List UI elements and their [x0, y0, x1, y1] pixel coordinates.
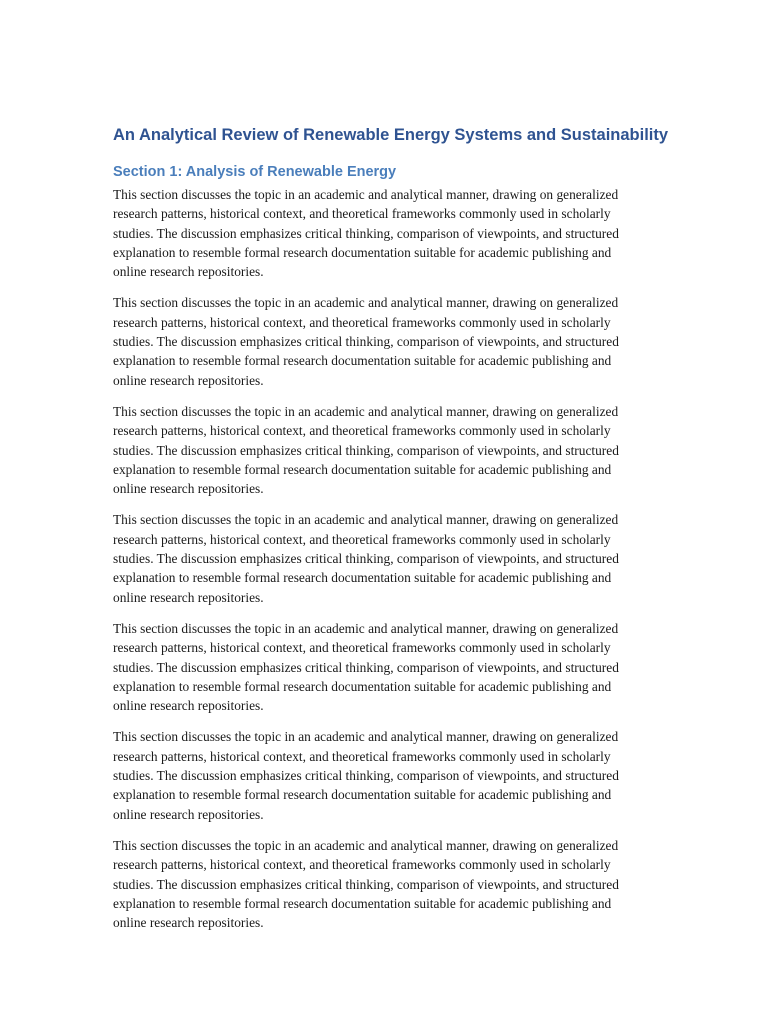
document-body [113, 124, 669, 944]
paragraph: This section discusses the topic in an academic and analytical manner, drawing on generalized research patterns, historical context, and theoretical frameworks commonly used in scholarly studies. The discussion emphasizes critical thinking, comparison of viewpoints, and structured explanation to resemble formal research documentation suitable for academic publishing and online research repositories. [113, 512, 619, 605]
paragraph: This section discusses the topic in an academic and analytical manner, drawing on generalized research patterns, historical context, and theoretical frameworks commonly used in scholarly studies. The discussion emphasizes critical thinking, comparison of viewpoints, and structured explanation to resemble formal research documentation suitable for academic publishing and online research repositories. [113, 620, 619, 714]
paragraph: This section discusses the topic in an academic and analytical manner, drawing on generalized research patterns, historical context, and theoretical frameworks commonly used in scholarly studies. The discussion emphasizes critical thinking, comparison of viewpoints, and structured explanation to resemble formal research documentation suitable for academic publishing and online research repositories. [113, 729, 619, 822]
paragraph: This section discusses the topic in an academic and analytical manner, drawing on generalized research patterns, historical context, and theoretical frameworks commonly used in scholarly studies. The discussion emphasizes critical thinking, comparison of viewpoints, and structured explanation to resemble formal research documentation suitable for academic publishing and online research repositories. [113, 187, 619, 280]
document-title: An Analytical Review of Renewable Energy Systems and Sustainability [113, 126, 669, 144]
paragraph: This section discusses the topic in an academic and analytical manner, drawing on generalized research patterns, historical context, and theoretical frameworks commonly used in scholarly studies. The discussion emphasizes critical thinking, comparison of viewpoints, and structured explanation to resemble formal research documentation suitable for academic publishing and online research repositories. [113, 403, 619, 497]
section-heading: Section 1: Analysis of Renewable Energy [113, 164, 397, 180]
paragraph: This section discusses the topic in an academic and analytical manner, drawing on generalized research patterns, historical context, and theoretical frameworks commonly used in scholarly studies. The discussion emphasizes critical thinking, comparison of viewpoints, and structured explanation to resemble formal research documentation suitable for academic publishing and online research repositories. [113, 295, 619, 388]
paragraph: This section discusses the topic in an academic and analytical manner, drawing on generalized research patterns, historical context, and theoretical frameworks commonly used in scholarly studies. The discussion emphasizes critical thinking, comparison of viewpoints, and structured explanation to resemble formal research documentation suitable for academic publishing and online research repositories. [113, 837, 619, 931]
